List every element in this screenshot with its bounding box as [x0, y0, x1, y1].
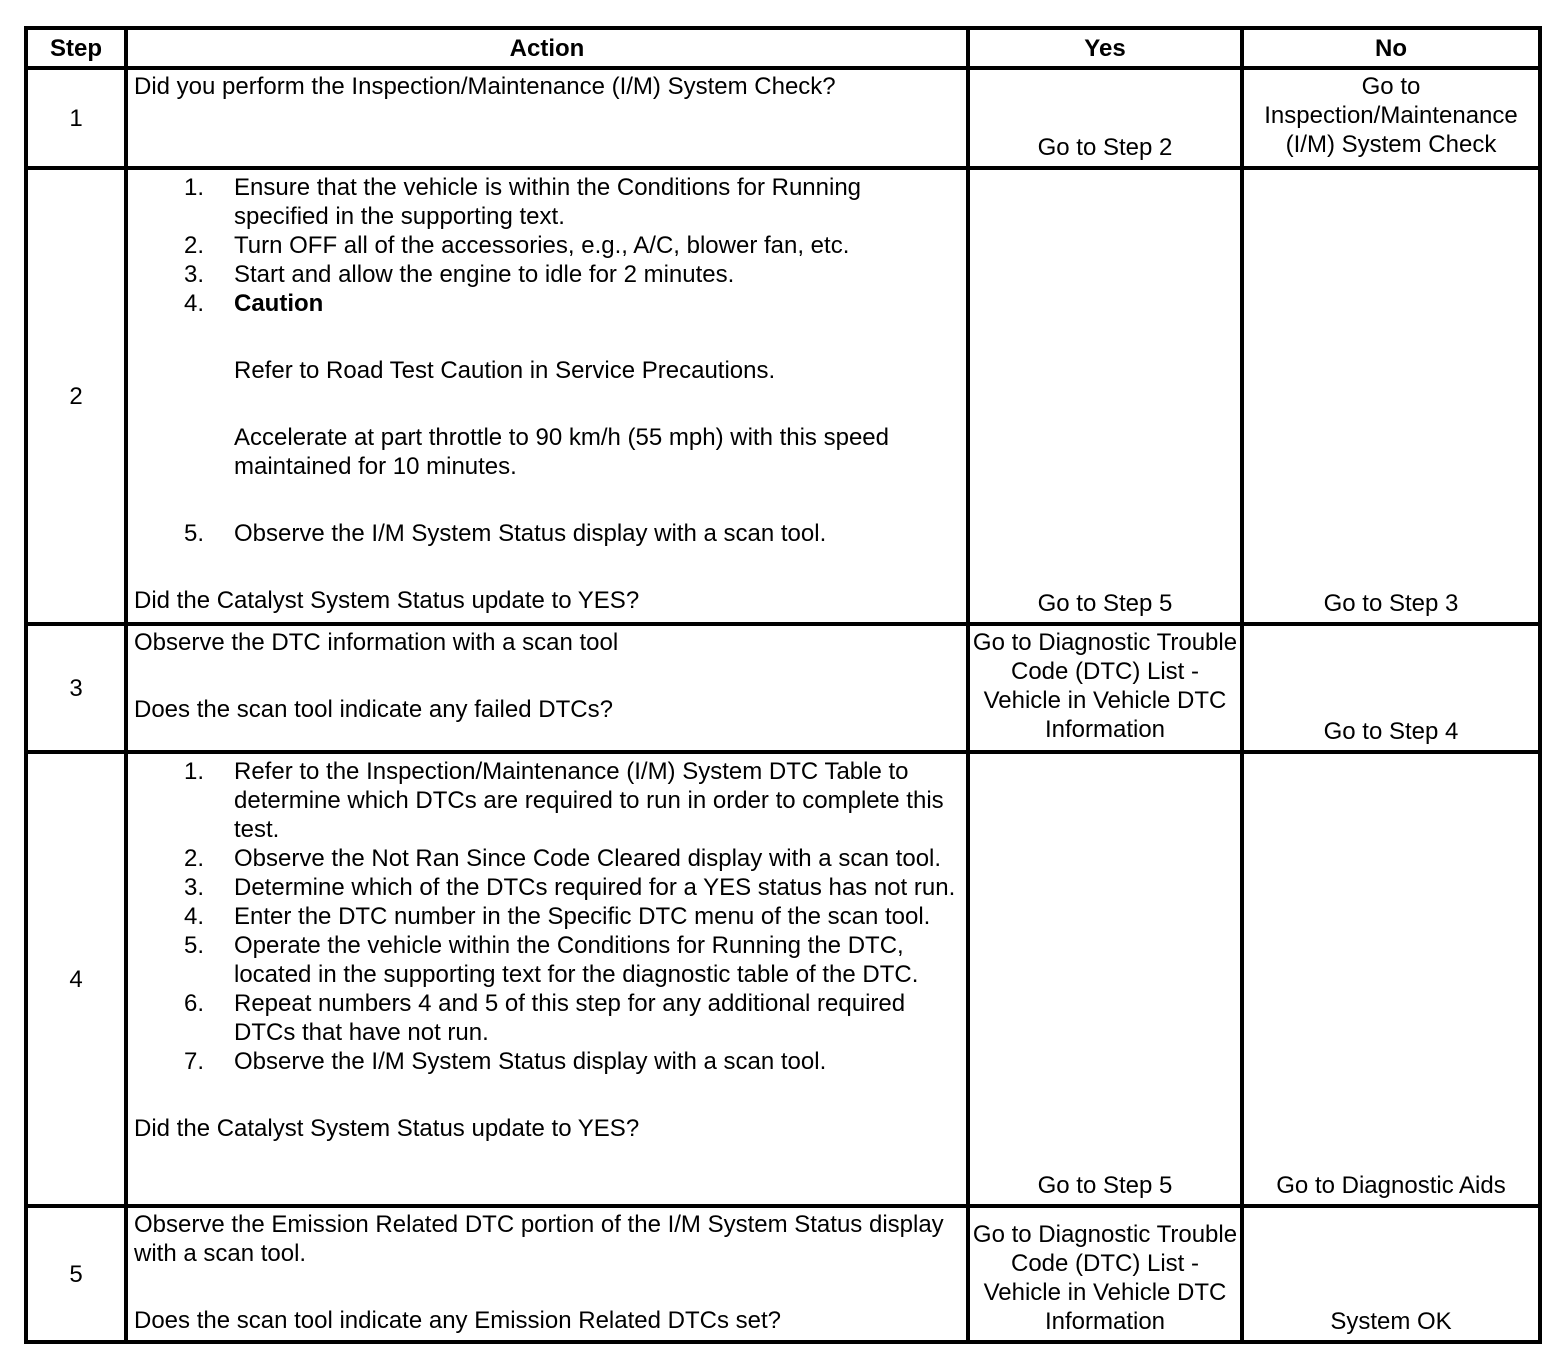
header-action: Action [126, 28, 968, 68]
table-row-step-1 [26, 68, 1540, 168]
table-row-step-2 [26, 168, 1540, 624]
no-link[interactable]: Go to Step 3 [1242, 168, 1540, 624]
list-item: 7. Observe the I/M System Status display with a scan tool. [183, 1048, 827, 1075]
no-link[interactable]: Go to Diagnostic Aids [1242, 752, 1540, 1206]
step-number: 5 [26, 1206, 126, 1342]
list-item: 5. Observe the I/M System Status display with a scan tool. [183, 520, 827, 547]
step-number: 3 [26, 624, 126, 752]
action-cell [126, 1206, 968, 1342]
question: Did the Catalyst System Status update to YES? [134, 1115, 640, 1142]
list-item: 2. Turn OFF all of the accessories, e.g., A/C, blower fan, etc. [183, 232, 850, 259]
caution-reference: Refer to Road Test Caution in Service Precautions. [234, 357, 776, 384]
diagnostic-table [24, 26, 1542, 1344]
list-item: 1. Ensure that the vehicle is within the Conditions for Running specified in the supporting text. [183, 174, 862, 230]
question: Does the scan tool indicate any failed DTCs? [134, 696, 613, 723]
list-item: 6. Repeat numbers 4 and 5 of this step for any additional required DTCs that have not run. [183, 990, 906, 1046]
action-cell [126, 168, 968, 624]
no-link[interactable]: Go to Inspection/Maintenance (I/M) System Check [1242, 68, 1540, 168]
list-item: 3. Determine which of the DTCs required for a YES status has not run. [183, 874, 956, 901]
instruction: Observe the DTC information with a scan tool [134, 629, 619, 656]
table-row-step-5 [26, 1206, 1540, 1342]
header-step: Step [26, 28, 126, 68]
list-item: 1. Refer to the Inspection/Maintenance (I/M) System DTC Table to determine which DTCs are required to run in order to complete this test. [183, 758, 944, 843]
action-list [134, 519, 960, 548]
list-item: 5. Operate the vehicle within the Conditions for Running the DTC, located in the supporting text for the diagnostic table of the DTC. [183, 932, 919, 988]
yes-link[interactable]: Go to Diagnostic Trouble Code (DTC) List - Vehicle in Vehicle DTC Information [968, 624, 1242, 752]
yes-link[interactable]: Go to Diagnostic Trouble Code (DTC) List - Vehicle in Vehicle DTC Information [968, 1206, 1242, 1342]
step-number: 1 [26, 68, 126, 168]
header-yes: Yes [968, 28, 1242, 68]
instruction: Observe the Emission Related DTC portion of the I/M System Status display with a scan tool. [134, 1211, 944, 1267]
action-cell [126, 624, 968, 752]
header-row [26, 28, 1540, 68]
list-item: 2. Observe the Not Ran Since Code Cleared display with a scan tool. [183, 845, 942, 872]
action-cell [126, 752, 968, 1206]
action-list [134, 757, 960, 1076]
list-item: 4. Caution [183, 290, 324, 317]
action-list [134, 173, 960, 318]
step-number: 2 [26, 168, 126, 624]
action-cell [126, 68, 968, 168]
question: Did the Catalyst System Status update to YES? [134, 587, 640, 614]
table-row-step-3 [26, 624, 1540, 752]
yes-link[interactable]: Go to Step 2 [968, 68, 1242, 168]
list-item: 3. Start and allow the engine to idle for 2 minutes. [183, 261, 735, 288]
header-no: No [1242, 28, 1540, 68]
table-row-step-4 [26, 752, 1540, 1206]
no-link[interactable]: System OK [1242, 1206, 1540, 1342]
question: Did you perform the Inspection/Maintenance (I/M) System Check? [134, 73, 836, 100]
no-link[interactable]: Go to Step 4 [1242, 624, 1540, 752]
question: Does the scan tool indicate any Emission Related DTCs set? [134, 1307, 781, 1334]
yes-link[interactable]: Go to Step 5 [968, 168, 1242, 624]
list-item: 4. Enter the DTC number in the Specific DTC menu of the scan tool. [183, 903, 931, 930]
step-number: 4 [26, 752, 126, 1206]
yes-link[interactable]: Go to Step 5 [968, 752, 1242, 1206]
caution-action: Accelerate at part throttle to 90 km/h (55 mph) with this speed maintained for 10 minutes. [234, 424, 889, 480]
